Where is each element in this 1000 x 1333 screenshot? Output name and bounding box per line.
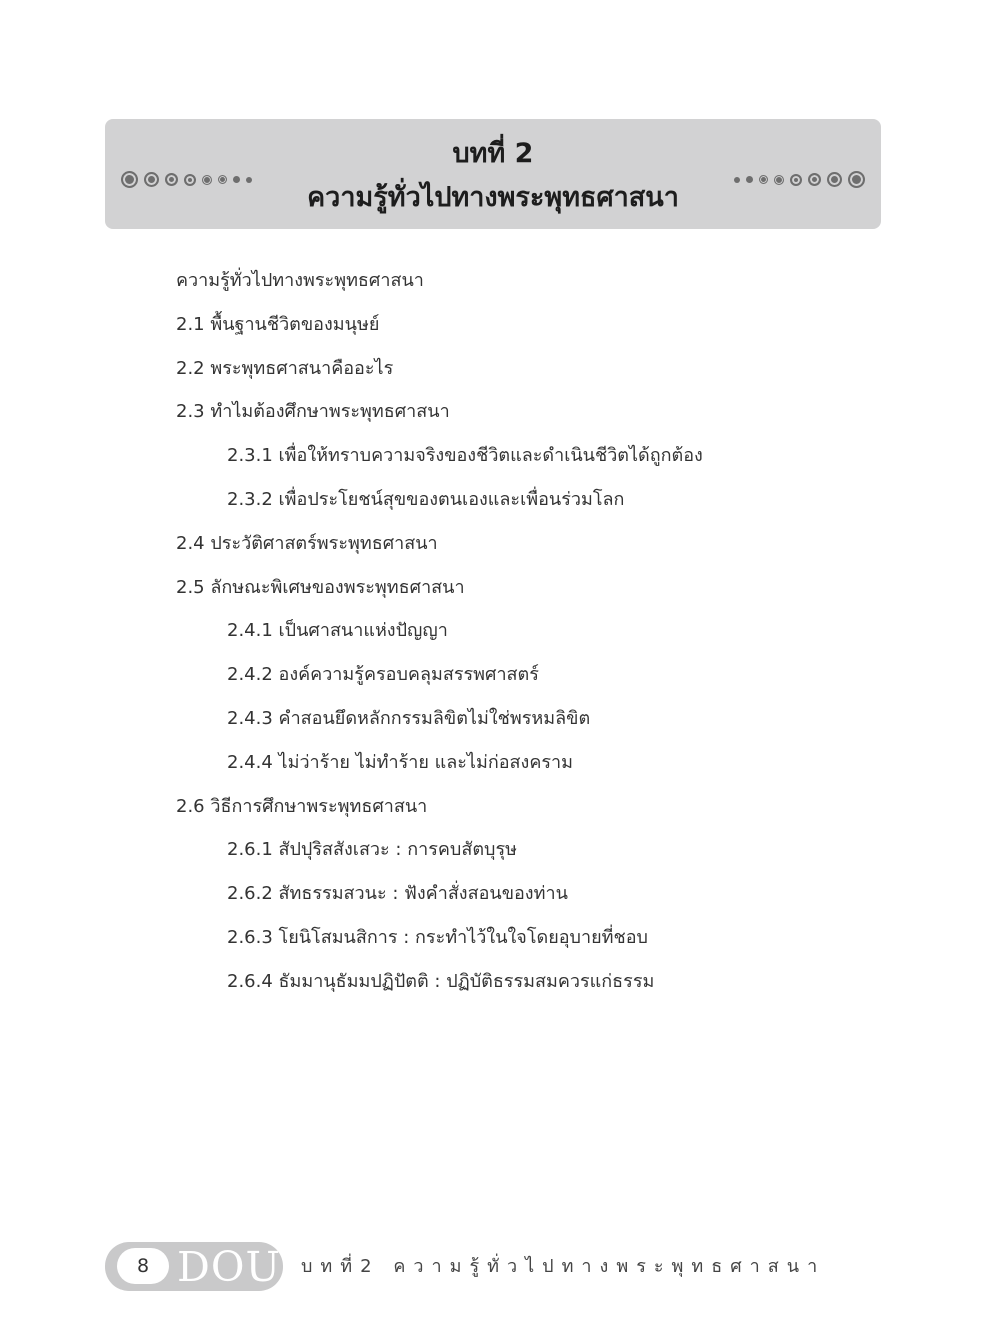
- toc-item: 2.3.2 เพื่อประโยชน์สุขของตนเองและเพื่อนร่วมโลก: [227, 489, 625, 510]
- toc-item: 2.4.3 คำสอนยึดหลักกรรมลิขิตไม่ใช่พรหมลิขิต: [227, 708, 591, 729]
- page-footer: [105, 1242, 885, 1292]
- toc-item: 2.3.1 เพื่อให้ทราบความจริงของชีวิตและดำเนินชีวิตได้ถูกต้อง: [227, 445, 703, 466]
- toc-item: 2.4 ประวัติศาสตร์พระพุทธศาสนา: [176, 533, 438, 554]
- dot-icon: [746, 176, 753, 183]
- toc-item: 2.5 ลักษณะพิเศษของพระพุทธศาสนา: [176, 577, 465, 598]
- toc-item: 2.6.1 สัปปุริสสังเสวะ : การคบสัตบุรุษ: [227, 839, 517, 860]
- toc-item: 2.6.2 สัทธรรมสวนะ : ฟังคำสั่งสอนของท่าน: [227, 883, 568, 904]
- toc-item: 2.3 ทำไมต้องศึกษาพระพุทธศาสนา: [176, 401, 450, 422]
- dot-icon: [808, 173, 821, 186]
- dou-logo: DOU: [177, 1243, 282, 1291]
- dot-icon: [827, 172, 842, 187]
- toc-item: 2.4.1 เป็นศาสนาแห่งปัญญา: [227, 620, 448, 641]
- dot-icon: [790, 174, 802, 186]
- page-number: 8: [117, 1248, 169, 1284]
- toc-item: 2.4.4 ไม่ว่าร้าย ไม่ทำร้าย และไม่ก่อสงคราม: [227, 752, 574, 773]
- dot-icon: [774, 175, 784, 185]
- toc-item: 2.6.4 ธัมมานุธัมมปฏิปัตติ : ปฏิบัติธรรมสมควรแก่ธรรม: [227, 971, 655, 992]
- dot-icon: [759, 175, 768, 184]
- chapter-header-box: [105, 119, 881, 229]
- decorative-dots-right: [734, 171, 865, 188]
- toc-item: 2.6.3 โยนิโสมนสิการ : กระทำไว้ในใจโดยอุบายที่ชอบ: [227, 927, 648, 948]
- toc-item: 2.2 พระพุทธศาสนาคืออะไร: [176, 358, 394, 379]
- footer-badge: [105, 1242, 283, 1291]
- chapter-number: บทที่ 2: [452, 138, 534, 169]
- toc-item: 2.4.2 องค์ความรู้ครอบคลุมสรรพศาสตร์: [227, 664, 539, 685]
- running-title: บทที่2 ความรู้ทั่วไปทางพระพุทธศาสนา: [301, 1256, 826, 1277]
- dot-icon: [734, 177, 740, 183]
- chapter-title: ความรู้ทั่วไปทางพระพุทธศาสนา: [307, 182, 679, 213]
- toc-item: 2.1 พื้นฐานชีวิตของมนุษย์: [176, 314, 380, 335]
- toc-item: ความรู้ทั่วไปทางพระพุทธศาสนา: [176, 270, 424, 291]
- dot-icon: [848, 171, 865, 188]
- toc-item: 2.6 วิธีการศึกษาพระพุทธศาสนา: [176, 796, 428, 817]
